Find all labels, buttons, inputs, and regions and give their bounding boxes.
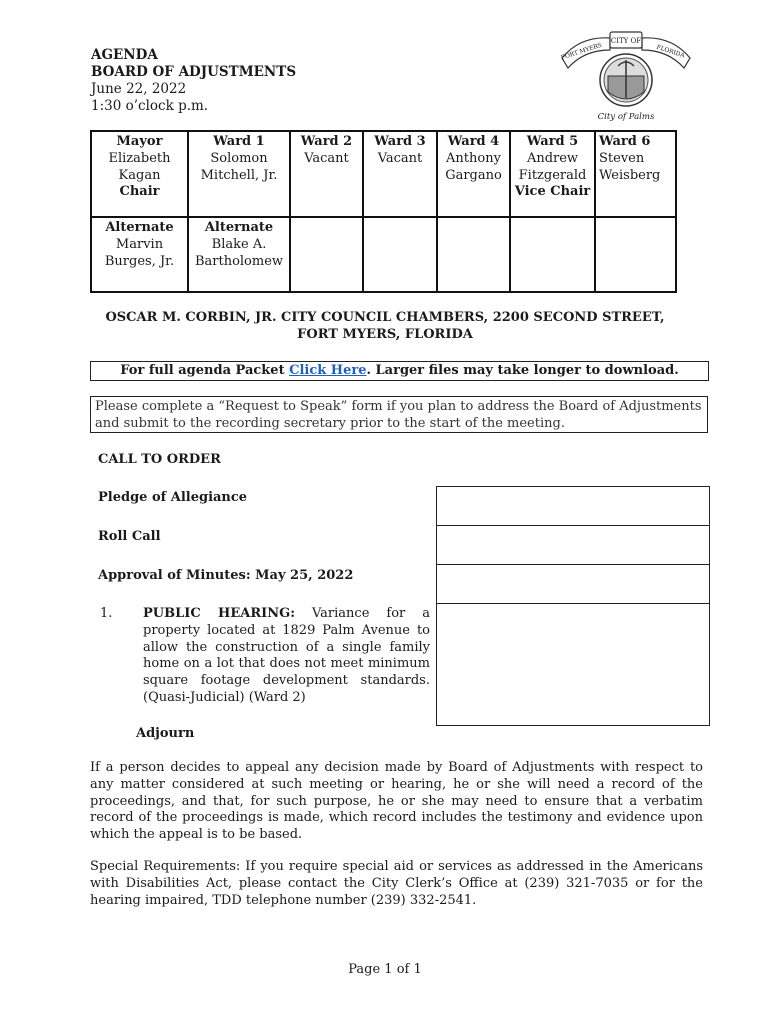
item-number: 1. <box>100 606 113 621</box>
roster-cell-empty <box>510 217 595 292</box>
action-boxes <box>436 486 710 726</box>
approval-of-minutes: Approval of Minutes: May 25, 2022 <box>98 568 354 583</box>
roster-cell-empty <box>437 217 510 292</box>
action-box <box>437 604 709 725</box>
roster-cell-empty <box>595 217 676 292</box>
seal-banner-top: CITY OF <box>610 37 642 45</box>
header-board: BOARD OF ADJUSTMENTS <box>91 64 297 80</box>
roster-row-alternates <box>91 217 676 292</box>
action-box <box>437 487 709 526</box>
roster-cell-empty <box>290 217 363 292</box>
appeal-notice: If a person decides to appeal any decision made by Board of Adjustments with respect to any matter considered at such meeting or hearing, he or she will need a record of the proceedings, and that, for such purpose, he or she may need to ensure that a verbatim record of the proceedings is made, which record includes the testimony and evidence upon which the appeal is to be based. <box>90 760 703 843</box>
action-box <box>437 526 709 565</box>
pledge-of-allegiance: Pledge of Allegiance <box>98 490 248 505</box>
adjourn: Adjourn <box>136 726 195 741</box>
roster-cell-ward-1: Ward 1 Solomon Mitchell, Jr. <box>188 131 290 217</box>
header-time: 1:30 o’clock p.m. <box>91 98 209 114</box>
public-hearing-item: PUBLIC HEARING: Variance for a property located at 1829 Palm Avenue to allow the construction of a single family home on a lot that does not meet minimum square footage development standards. (Quasi-Judicial) (Ward 2) <box>143 606 430 705</box>
request-to-speak-notice: Please complete a “Request to Speak” form if you plan to address the Board of Adjustments and submit to the recording secretary prior to the start of the meeting. <box>90 396 708 433</box>
call-to-order: CALL TO ORDER <box>98 452 221 467</box>
city-seal-logo <box>560 28 692 122</box>
roster-cell-alternate-2: Alternate Blake A. Bartholomew <box>188 217 290 292</box>
roster-cell-mayor: Mayor Elizabeth Kagan Chair <box>91 131 188 217</box>
roster-cell-ward-2: Ward 2 Vacant <box>290 131 363 217</box>
meeting-venue: OSCAR M. CORBIN, JR. CITY COUNCIL CHAMBERS, 2200 SECOND STREET, FORT MYERS, FLORIDA <box>105 310 665 342</box>
council-roster-table <box>90 130 677 293</box>
header-date: June 22, 2022 <box>91 81 187 97</box>
header-title: AGENDA <box>91 47 158 63</box>
roll-call: Roll Call <box>98 529 161 544</box>
roster-row-members <box>91 131 676 217</box>
seal-banner-left: FORT MYERS <box>560 41 603 62</box>
roster-cell-ward-4: Ward 4 Anthony Gargano <box>437 131 510 217</box>
roster-cell-alternate-1: Alternate Marvin Burges, Jr. <box>91 217 188 292</box>
roster-cell-ward-3: Ward 3 Vacant <box>363 131 437 217</box>
roster-cell-ward-6: Ward 6 Steven Weisberg <box>595 131 676 217</box>
agenda-header <box>91 47 296 115</box>
action-box <box>437 565 709 604</box>
page-number: Page 1 of 1 <box>348 962 422 977</box>
agenda-packet-link[interactable]: Click Here <box>289 363 367 378</box>
roster-cell-empty <box>363 217 437 292</box>
agenda-packet-notice: For full agenda Packet Click Here. Larger files may take longer to download. <box>90 361 709 381</box>
special-requirements-notice: Special Requirements: If you require special aid or services as addressed in the Americans with Disabilities Act, please contact the City Clerk’s Office at (239) 321-7035 or for the hearing impaired, TDD telephone number (239) 332-2541. <box>90 859 703 908</box>
roster-cell-ward-5: Ward 5 Andrew Fitzgerald Vice Chair <box>510 131 595 217</box>
seal-banner-right: FLORIDA <box>655 43 686 60</box>
seal-caption: City of Palms <box>597 112 655 122</box>
